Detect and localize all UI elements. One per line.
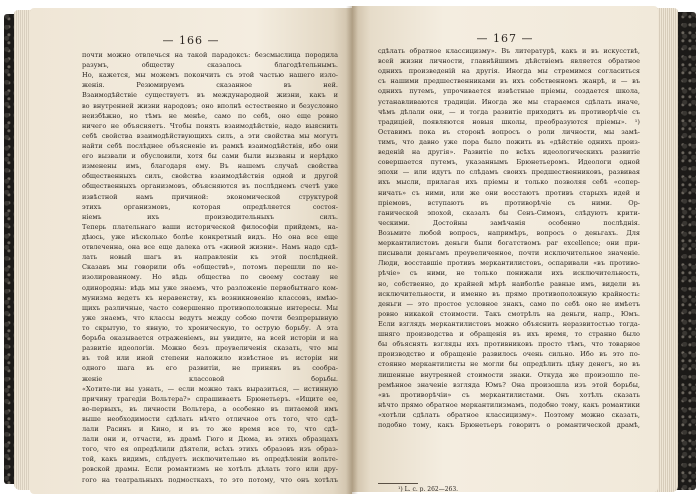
text-line: отвлеченна, она все еще далека отъ «живой жизни». Намъ надо сдѣ-: [82, 243, 338, 252]
text-line: ремѣнное значеніе взгляда Юмъ? Она произошла изъ этой борьбы,: [378, 380, 640, 389]
text-line: почти можно отвлечься на такой парадоксъ: безсмыслица породила: [82, 51, 338, 59]
text-line: подобно тому, какъ Брюнетьеръ говоритъ о романтической драмѣ,: [378, 421, 640, 430]
text-line: себѣ свойства взаимодѣйствующихъ силъ, а эти свойства мы могутъ: [82, 131, 338, 140]
text-line: ческими. Достойны замѣчанія особенно послѣднія.: [378, 218, 640, 227]
text-line: чѣмъ дѣлали они, — и тогда развитіе приходитъ въ противорѣчіе съ: [378, 107, 640, 116]
text-line: лишенные внутренней стоимости знаки. Откуда же произошло пе-: [378, 370, 640, 379]
text-line: мунизма ведетъ къ неравенству, къ возникновенію классовъ, имѣю-: [82, 293, 338, 302]
text-line: но, собственно, до крайней мѣрѣ наиболѣе равные имъ, видели въ: [378, 279, 640, 288]
text-line: меркантилистовъ деньги были богатствомъ par excellence; они при-: [378, 239, 640, 248]
text-line: неизбѣжно, но тѣмъ не менѣе, само по себѣ, оно еще ровно: [82, 111, 338, 120]
text-line: традиціей, появляются новыя школы, преобразуются пріемы». ¹): [378, 117, 640, 126]
text-line: развитіе идеологіи. Можно безъ преувеличенія сказать, что мы: [82, 344, 338, 353]
text-line: Сказавъ мы говорили объ «обществѣ», потомъ перешли по не-: [82, 263, 338, 272]
text-line: однихъ путемъ, упрочивается извѣстные пріемы, создается школа,: [378, 87, 640, 96]
text-line: производство и обращеніе развилось очень сильно. Ибо въ это по-: [378, 350, 640, 359]
text-line: лали Расинъ и Кино, и въ то же время все то, что сдѣ-: [82, 425, 338, 434]
left-page: [30, 8, 352, 494]
text-line: шняго производства и обращенія въ ихъ время, то странно было: [378, 330, 640, 339]
text-line: выше необходимости сдѣлать нѣчто отличное отъ того, что сдѣ-: [82, 414, 338, 423]
text-line: пріемовъ, вступаютъ въ противорѣчіе съ ними. Ор-: [378, 198, 640, 207]
text-line: «Хотите-ли вы узнать, — если можно такъ выразиться, — истинную: [82, 384, 338, 393]
text-line: «въ противорѣчіи» съ меркантилистами. Онъ хотѣлъ сказать: [378, 390, 640, 399]
text-line: дѣюсь, уже нѣсколько болѣе конкретный видъ. Но она все еще: [82, 232, 338, 241]
text-line: щихъ различные, часто совершенно противоположные интересы. Мы: [82, 303, 338, 312]
text-line: съ нашими предшественниками въ ихъ собственномъ жанрѣ, и — въ: [378, 77, 640, 86]
right-page: [352, 6, 658, 492]
text-line: общественныхъ организмовъ, объясняются въ послѣднемъ счетѣ уже: [82, 182, 338, 191]
text-line: Теперь плательнаго ваши исторической философіи прийдемъ, на-: [82, 222, 338, 231]
text-line: изолированному. Но вѣдь общества по своему составу не: [82, 273, 338, 282]
footnote: ¹) L. с. р. 262—263.: [398, 486, 459, 492]
text-line: лать новый шагъ въ направленіи къ этой послѣдней.: [82, 253, 338, 262]
text-line: Если взглядъ меркантилистовъ можно объяснить неразвитостью тогда-: [378, 319, 640, 328]
text-line: Оставимъ пока въ сторонѣ вопросъ о роли личности, мы замѣ-: [378, 127, 640, 136]
text-line: того, что ея опредѣлили дѣятели, всѣхъ этихъ образовъ изъ образ-: [82, 445, 338, 454]
text-line: ровно никакой стоимости. Такъ смотрѣлъ на деньги, напр., Юмъ.: [378, 309, 640, 318]
text-line: женія. Резюмируемъ сказанное въ ней.: [82, 81, 338, 90]
text-line: ничего не объясняетъ. Чтобы понять взаимодѣйствіе, надо выяснить: [82, 121, 338, 130]
text-line: «хотѣли сдѣлать обратное классицизму». Поэтому можно сказать,: [378, 410, 640, 419]
text-line: ніемъ ихъ производительныхъ силъ.: [82, 212, 338, 221]
text-line: устанавливаются традиціи. Иногда же мы стараемся сдѣлать иначе,: [378, 97, 640, 106]
right-page-number: — 167 —: [476, 32, 534, 45]
text-line: рѣчіе» съ ними, не только понижали ихъ исключительность,: [378, 269, 640, 278]
text-line: во внутренней жизни народовъ; оно вполнѣ естественно и безусловно: [82, 101, 338, 110]
text-line: стоянно меркантилисты не могли бы опредѣлить цѣну денегъ, но въ: [378, 360, 640, 369]
text-line: Взаимодѣйствіе существуетъ въ международной жизни, какъ и: [82, 91, 338, 100]
text-line: нѣчто прямо обратное меркантилизмамъ, подобно тому, какъ романтики: [378, 400, 640, 409]
text-line: Возьмите любой вопросъ, напримѣръ, вопросъ о деньгахъ. Для: [378, 228, 640, 237]
text-line: изменены имъ, благодаря ему. Въ нашемъ случаѣ свойства: [82, 162, 338, 171]
text-line: этихъ организмовъ, которая опредѣляется состоя-: [82, 202, 338, 211]
text-line: причину трагедіи Вольтера?» спрашиваетъ Брюнетьеръ. «Ищите ее,: [82, 394, 338, 403]
footnote-rule: [378, 483, 418, 484]
text-line: деньги — это простое условное знакъ, само по себѣ оно не имѣетъ: [378, 299, 640, 308]
text-line: Но, кажется, мы можемъ покончить съ этой частью нашего изло-: [82, 71, 338, 80]
text-line: той, какъ видимъ, слѣдуетъ исключительно въ опредѣленіи вольте-: [82, 455, 338, 464]
text-line: однихъ произведеній на другія. Иногда мы стремимся согласиться: [378, 67, 640, 76]
text-line: ничать» съ ними, или же они восстаютъ противъ старыхъ идей и: [378, 188, 640, 197]
text-line: эпохи — или идутъ по слѣдамъ своихъ предшественниковъ, развивая: [378, 168, 640, 177]
text-line: бы объяснять взгляды ихъ противниковъ просто тѣмъ, что товарное: [378, 340, 640, 349]
text-line: общественныхъ силъ, свойства взаимодѣйствія одной и другой: [82, 172, 338, 181]
text-line: въ той или иной степени наложило извѣстное въ исторіи ни: [82, 354, 338, 363]
text-line: одного шага въ его развитіи, не принявъ въ сообра-: [82, 364, 338, 373]
text-line: гого на театральныхъ подмосткахъ, то это потому, что онъ хотѣлъ: [82, 475, 338, 484]
text-line: ганической эпохой, сказалъ бы Сенъ-Симонъ, слѣдуютъ крити-: [378, 208, 640, 217]
right-page-text: [378, 46, 640, 430]
text-line: извѣстной намъ причиной: экономической структурой: [82, 192, 338, 201]
book-gutter: [346, 6, 358, 494]
text-line: одинородны: вѣдь мы уже знаемъ, что разложеніе первобытнаго ком-: [82, 283, 338, 292]
text-line: его вызвали и обусловили, хотя бы сами были вызваны и нерѣдко: [82, 152, 338, 161]
text-line: веденій на другія». Развитіе по всѣхъ идеологическихъ развитіе: [378, 148, 640, 157]
left-page-number: — 166 —: [162, 34, 220, 47]
text-line: ровской драмы. Если романтизмъ не хотѣлъ дѣлать того или дру-: [82, 465, 338, 474]
text-line: писывали деньгамъ преувеличенное, почти исключительное значеніе.: [378, 249, 640, 258]
text-line: всей жизни личности, главнѣйшимъ дѣйствіемъ является обратное: [378, 57, 640, 66]
text-line: то скрытую, то явную, то хроническую, то острую борьбу. А эта: [82, 323, 338, 332]
text-line: ихъ мысли, прилагая ихъ пріемы и только позволяя себѣ «сопер-: [378, 178, 640, 187]
text-line: разумъ, обществу сказалось благодѣтельнымъ.: [82, 61, 338, 70]
text-line: тимъ, что давно уже пора было пожить въ «дѣйствіе однихъ произ-: [378, 137, 640, 146]
text-line: женіе классовой борьбы.: [82, 374, 338, 383]
text-line: найти себѣ послѣднее объясненіе въ рамкѣ взаимодѣйствія, ибо они: [82, 141, 338, 150]
text-line: борьба оказывается отраженіемъ, вы увидите, на всей исторіи и на: [82, 334, 338, 343]
text-line: во-первыхъ, въ личности Вольтера, а особенно въ питаемой имъ: [82, 404, 338, 413]
text-line: уже знаемъ, что классы ведутъ между собою почти безпрерывную: [82, 313, 338, 322]
text-line: лали они и, отчасти, въ драмѣ Гюго и Дюма, въ этихъ образцахъ: [82, 435, 338, 444]
text-line: Люди, восставшіе противъ меркантилистовъ, оспаривали «въ противо-: [378, 259, 640, 268]
left-page-text: [82, 50, 338, 485]
text-line: исключительности, и именно въ прямо противоположную крайность:: [378, 289, 640, 298]
text-line: сдѣлать обратное классицизму». Въ литературѣ, какъ и въ искусствѣ,: [378, 47, 640, 55]
text-line: совершается путемъ, указаннымъ Брюнетьеромъ. Идеологи одной: [378, 158, 640, 167]
